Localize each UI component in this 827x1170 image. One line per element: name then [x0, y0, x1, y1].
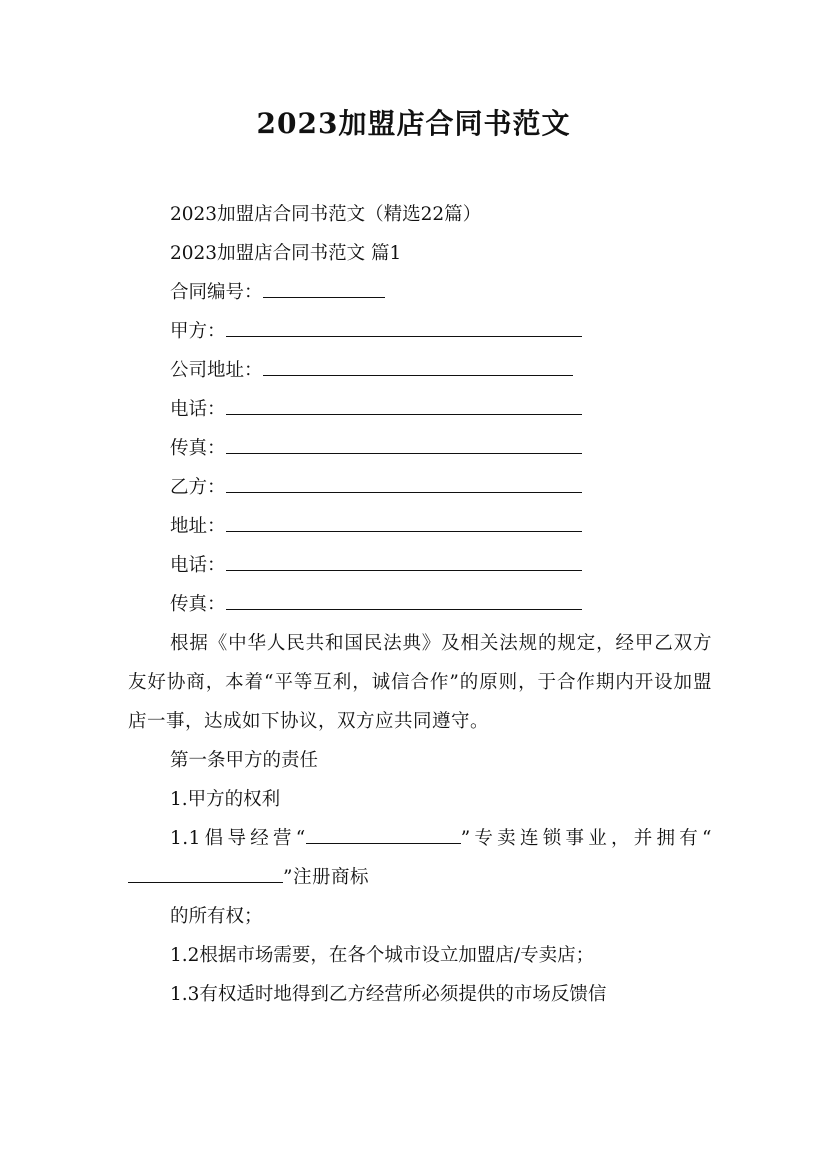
field-label: 合同编号： — [170, 282, 263, 303]
document-title: 2023加盟店合同书范文 — [256, 107, 571, 140]
field-party-a — [128, 312, 712, 351]
document-body — [128, 195, 712, 1014]
fill-in-blank — [226, 589, 582, 610]
fill-in-blank — [263, 277, 385, 298]
field-phone-a — [128, 390, 712, 429]
clause-1-1-part1: 1.1倡导经营“ — [170, 828, 306, 849]
field-contract-number — [128, 273, 712, 312]
field-label: 传真： — [170, 594, 226, 615]
field-label: 地址： — [170, 516, 226, 537]
document-subtitle: 2023加盟店合同书范文（精选22篇） — [170, 204, 482, 225]
field-label: 公司地址： — [170, 360, 263, 381]
field-fax-a — [128, 429, 712, 468]
field-label: 甲方： — [170, 321, 226, 342]
field-label: 传真： — [170, 438, 226, 459]
fill-in-blank — [263, 355, 573, 376]
field-label: 电话： — [170, 399, 226, 420]
fill-in-blank — [226, 394, 582, 415]
clause-1: 1.甲方的权利 — [170, 789, 281, 810]
clause-1-1-part2: ”专卖连锁事业，并拥有“ — [460, 828, 712, 849]
clause-1-1 — [128, 819, 712, 897]
fill-in-blank — [306, 823, 461, 844]
fill-in-blank — [226, 433, 582, 454]
fill-in-blank — [226, 550, 582, 571]
field-party-b — [128, 468, 712, 507]
fill-in-blank — [226, 511, 582, 532]
field-label: 乙方： — [170, 477, 226, 498]
field-company-address — [128, 351, 712, 390]
fill-in-blank — [226, 316, 582, 337]
field-address-b — [128, 507, 712, 546]
field-phone-b — [128, 546, 712, 585]
field-fax-b — [128, 585, 712, 624]
clause-1-1-part3: ”注册商标 — [283, 867, 369, 888]
fill-in-blank — [128, 862, 283, 883]
section-heading: 2023加盟店合同书范文 篇1 — [170, 243, 402, 264]
field-label: 电话： — [170, 555, 226, 576]
clause-1-2: 1.2根据市场需要，在各个城市设立加盟店/专卖店； — [170, 945, 595, 966]
clause-1-1-continued: 的所有权； — [170, 906, 263, 927]
article-1-heading: 第一条甲方的责任 — [170, 750, 319, 771]
fill-in-blank — [226, 472, 582, 493]
intro-paragraph: 根据《中华人民共和国民法典》及相关法规的规定，经甲乙双方友好协商，本着“平等互利，诚信合作”的原则，于合作期内开设加盟店一事，达成如下协议，双方应共同遵守。 — [128, 633, 712, 732]
clause-1-3: 1.3有权适时地得到乙方经营所必须提供的市场反馈信 — [170, 984, 607, 1005]
